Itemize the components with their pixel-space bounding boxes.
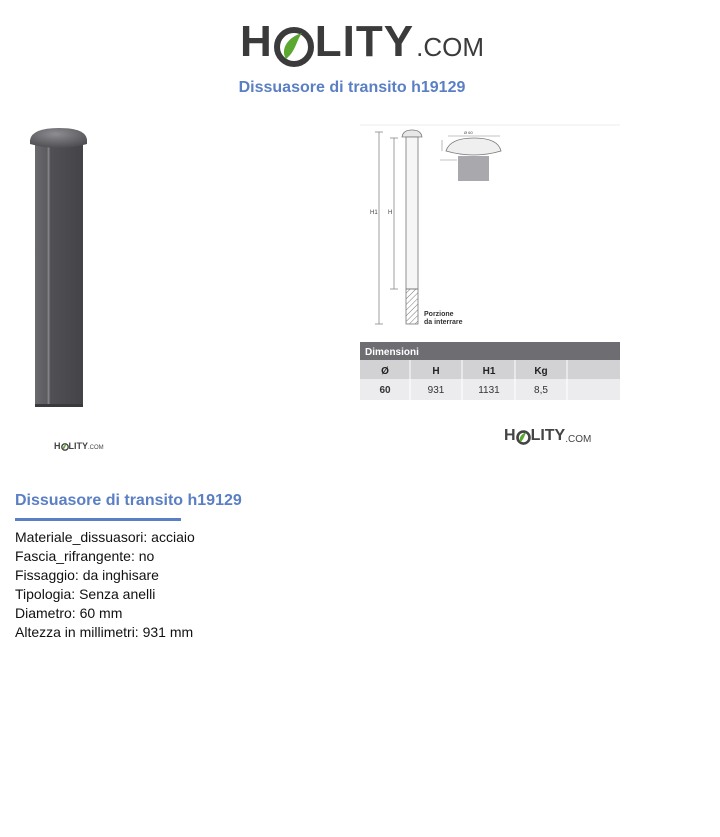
logo-text-lity: LITY	[314, 17, 415, 66]
buried-note-1: Porzione	[424, 311, 454, 318]
logo-text-h: H	[240, 17, 273, 66]
spec-item-type: Tipologia: Senza anelli	[15, 586, 156, 602]
spec-item-reflective-band: Fascia_rifrangente: no	[15, 548, 155, 564]
table-cell-diameter: 60	[379, 385, 391, 396]
buried-note-2: da interrare	[424, 319, 463, 326]
table-header-kg: Kg	[534, 366, 548, 377]
h1-label: H1	[370, 210, 378, 216]
page-title: Dissuasore di transito h19129	[238, 79, 466, 96]
table-cell-kg: 8,5	[534, 385, 548, 396]
table-header-h1: H1	[482, 366, 496, 377]
watermark-o-icon	[516, 430, 531, 445]
watermark-text-h: H	[54, 441, 61, 451]
watermark-o-icon	[61, 443, 69, 451]
product-photo[interactable]	[28, 126, 90, 411]
watermark-suffix: .COM	[565, 434, 592, 445]
watermark-suffix: .COM	[88, 445, 104, 451]
h-label: H	[388, 210, 393, 216]
table-header-diameter: Ø	[381, 366, 389, 377]
watermark-text-lity: LITY	[530, 427, 566, 444]
table-header-h: H	[432, 366, 440, 377]
table-cell-h: 931	[427, 385, 445, 396]
spec-item-height: Altezza in millimetri: 931 mm	[15, 624, 194, 640]
watermark-text-h: H	[504, 427, 516, 444]
spec-item-fixing: Fissaggio: da inghisare	[15, 567, 159, 583]
title-underline	[15, 518, 181, 521]
logo-suffix: .COM	[416, 32, 484, 62]
logo-o-icon	[274, 27, 314, 67]
table-title: Dimensioni	[365, 347, 419, 358]
details-title: Dissuasore di transito h19129	[15, 492, 242, 509]
spec-item-diameter: Diametro: 60 mm	[15, 605, 123, 621]
spec-item-material: Materiale_dissuasori: acciaio	[15, 529, 195, 545]
table-cell-h1: 1131	[478, 385, 500, 396]
watermark-logo-right	[504, 427, 591, 445]
watermark-logo-left	[54, 441, 104, 451]
technical-drawing[interactable]	[360, 124, 620, 402]
diameter-label: Ø 60	[464, 130, 473, 135]
watermark-text-lity: LITY	[68, 441, 88, 451]
spec-list	[15, 528, 195, 642]
site-logo[interactable]	[240, 14, 484, 64]
